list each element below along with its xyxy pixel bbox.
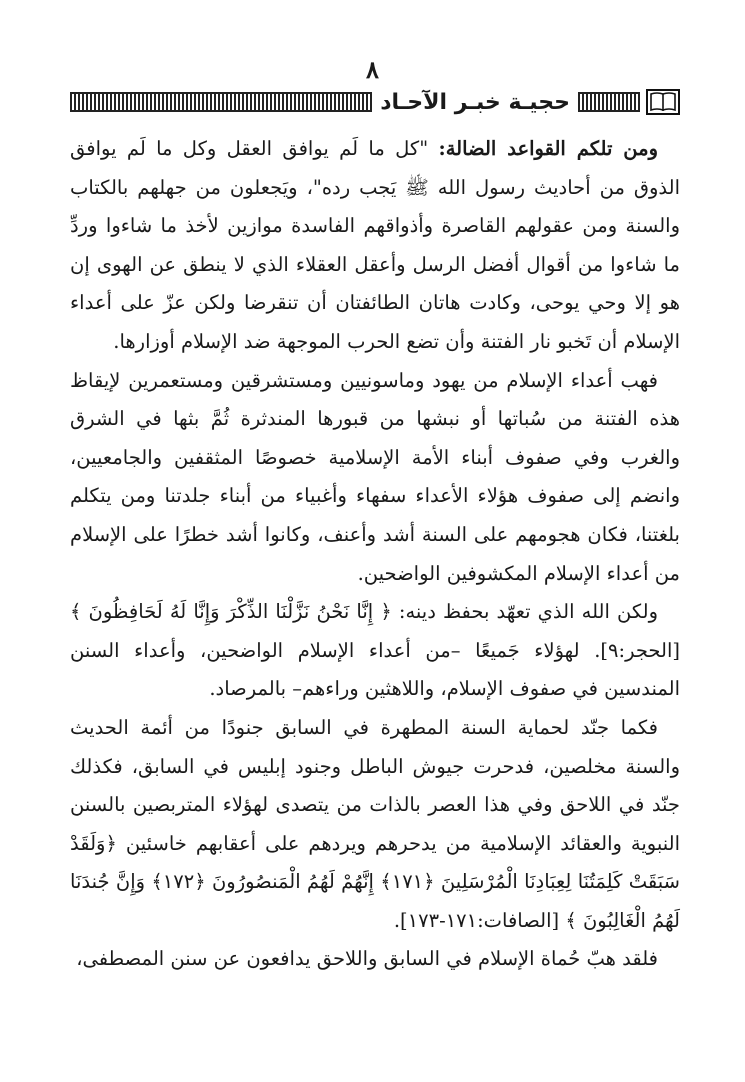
quran-verse: ﴿وَلَقَدْ سَبَقَتْ كَلِمَتُنَا لِعِبَادِنَا الْمُرْسَلِينَ ﴿١٧١﴾ إِنَّهُمْ لَهُمُ الْمَنصُورُونَ ﴿١٧٢﴾ وَإِنَّ جُندَنَا لَهُمُ الْغَالِبُونَ ﴾ [70,831,680,932]
paragraph-lead: ومن تلكم القواعد الضالة: [438,137,658,160]
paragraph-1 [70,130,680,362]
paragraph-3 [70,593,680,709]
body-text [70,130,680,979]
running-header [70,88,680,116]
header-rule-right [578,92,640,112]
open-book-icon [646,89,680,115]
page-number: ٨ [366,55,379,84]
verse-reference: [الصافات:١٧١-١٧٣]. [393,908,566,932]
paragraph-text: ولكن الله الذي تعهّد بحفظ دينه: [391,600,658,624]
paragraph-2: فهب أعداء الإسلام من يهود وماسونيين ومستشرقين ومستعمرين لإيقاظ هذه الفتنة من سُباتها أو نبشها من قبورها المندثرة ثُمَّ بثها في الشرق والغرب وفي صفوف أبناء الأمة الإسلامية خصوصًا المثقفين والجامعيين، وانضم إلى صفوف هؤلاء الأعداء سفهاء وأغبياء من أبناء جلدتنا ومن يتكلم بلغتنا، فكان هجومهم على السنة أشد وأعنف، وكانوا أشد خطرًا على الإسلام من أعداء الإسلام المكشوفين الواضحين. [70,368,680,585]
header-title: حجيـة خبـر الآحـاد [380,89,570,115]
paragraph-5: فلقد هبّ حُماة الإسلام في السابق واللاحق يدافعون عن سنن المصطفى، [76,947,658,971]
paragraph-text: فكما جنّد لحماية السنة المطهرة في السابق جنودًا من أئمة الحديث والسنة مخلصين، فدحرت جيوش الباطل وجنود إبليس في السابق، فكذلك جنّد في اللاحق وفي هذا العصر بالذات من يتصدى لهؤلاء المتربصين بالسنن النبوية والعقائد الإسلامية من يدحرهم ويردهم على أعقابهم خاسئين [70,715,680,855]
quran-verse: ﴿ إِنَّا نَحْنُ نَزَّلْنَا الذِّكْرَ وَإِنَّا لَهُ لَحَافِظُونَ ﴾ [70,600,392,624]
paragraph-4 [70,709,680,941]
paragraph-text: "كل ما لَم يوافق العقل وكل ما لَم يوافق الذوق من أحاديث رسول الله ﷺ يَجب رده"، ويَجعلون من جهلهم بالكتاب والسنة ومن عقولهم القاصرة وأذواقهم الفاسدة موازين لأخذ ما شاءوا وردِّ ما شاءوا من أقوال أفضل الرسل وأعقل العقلاء الذي لا ينطق عن الهوى إن هو إلا وحي يوحى، وكادت هاتان الطائفتان أن تنقرضا ولكن عزّ على أعداء الإسلام أن تَخبو نار الفتنة وأن تضع الحرب الموجهة ضد الإسلام أوزارها. [70,137,680,353]
header-rule-left [70,92,372,112]
verse-reference: [الحجر:٩]. لهؤلاء جَميعًا –من أعداء الإسلام الواضحين، وأعداء السنن المندسين في صفوف الإسلام، واللاهثين وراءهم– بالمرصاد. [70,638,680,701]
